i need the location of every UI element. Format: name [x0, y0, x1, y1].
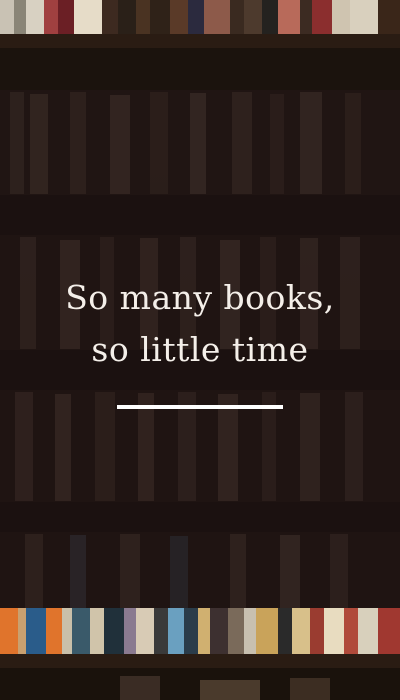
quote-line-1: So many books, [65, 278, 335, 317]
quote-underline [117, 405, 283, 409]
top-book-row [0, 0, 400, 34]
shelf-plank-bottom [0, 654, 400, 668]
shelf-plank-top [0, 34, 400, 48]
quote-text [0, 272, 400, 376]
bottom-book-row [0, 608, 400, 654]
quote-line-2: so little time [91, 330, 309, 369]
